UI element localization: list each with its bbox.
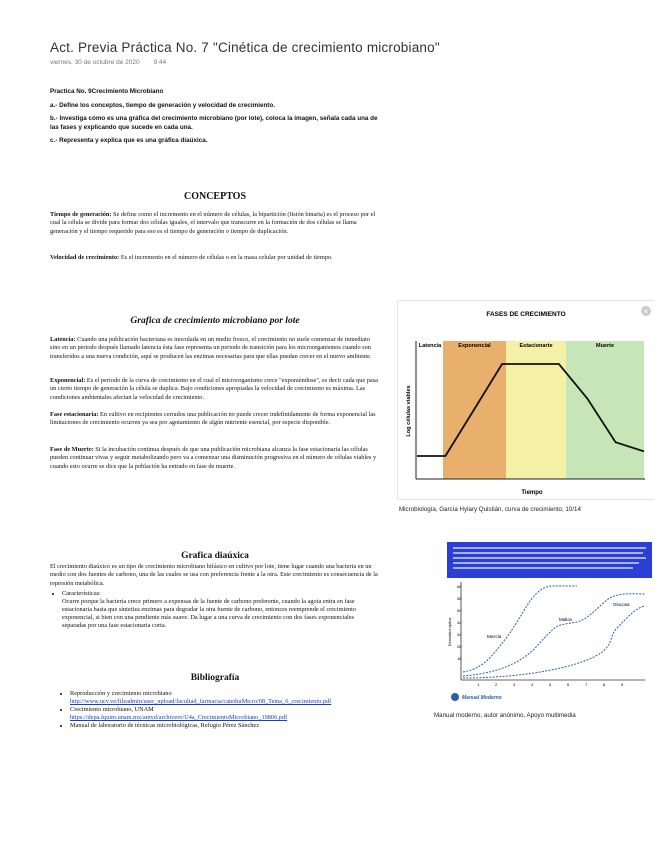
biblio-item [70,690,358,706]
fases-chart-svg [398,301,655,499]
latencia-paragraph [50,336,380,361]
svg-text:1: 1 [477,682,480,687]
conceptos-heading: CONCEPTOS [183,191,247,202]
diauxica-paragraph: El crecimiento diaúxico es un tipo de crecimiento microbiano bifásico en cultivo por lote, tiene lugar cuando una bacteria en un medio con dos fuentes de carbono, una de las cuales se usa con preferencia frente a la otra. Este crecimiento es consecuencia de la represión metabólica. [50,563,378,587]
instruction-b1: b.- Investiga cómo es una gráfica del crecimiento microbiano (por lote), coloca la imagen, señala cada una de [50,115,378,122]
biblio-item [70,722,358,730]
page-title: Act. Previa Práctica No. 7 "Cinética de crecimiento microbiano" [50,40,440,55]
fases-xlabel: Tiempo [521,490,543,496]
phase-label-latencia: Latencia [418,343,442,349]
svg-text:3: 3 [513,682,516,687]
muerte-text: Si la incubación continua después de que una publicación microbiana alcanza la fase estacionaria las células pueden continuar vivas y seguir metabolizando pero va a comenzar una disminución progresiva en el número de células viables y cuando esto ocurre se dice que la población ha entrado en fase de muerte. [50,446,377,470]
velocidad-label: Velocidad de crecimiento: [50,254,120,261]
svg-text:42: 42 [457,620,462,625]
phase-band-estacionaria [506,341,566,479]
svg-text:58: 58 [457,596,462,601]
estacionaria-paragraph [50,411,380,428]
diauxica-bullets [50,590,380,630]
manual-moderno-logo-icon [451,693,459,701]
biblio-item-text: Reproducción y crecimiento microbiano [70,690,172,697]
biblio-link[interactable]: https://depa.fquim.unam.mx/amyd/archivero/U4a_CrecimientoMicrobiano_19806.pdf [70,714,288,721]
phase-band-muerte [566,341,644,479]
latencia-text: Cuando una publicación bacteriana es inoculada en un medio fresco, el crecimiento no suele comenzar de inmediato sino en un periodo después llamado latencia ésta fase representa un periodo de transición para los microorganismos cuando son transferidos a una nueva condición, aquí se producen las enzimas necesarias para que ellas puedan crecer en el nuevo ambiente. [50,336,372,360]
series-curve-3 [463,606,645,678]
exp-text: Es el periodo de la curva de crecimiento en el cual el microorganismo crece "exponiéndose", es decir cada que pasa un cierto tiempo de generación la célula se duplica. Bajo condiciones apropiadas la velocidad de crecimiento es máxima. Las condiciones ambientales afectan la velocidad de crecimiento. [50,377,378,401]
instruction-a: a.- Define los conceptos, tiempo de generación y velocidad de crecimiento. [50,102,276,109]
latencia-label: Latencia: [50,336,76,343]
biblio-item [70,706,358,722]
fases-caption: Microbiología, García Hylary Quistián, curva de crecimiento, 10/14 [399,506,581,513]
svg-text:26: 26 [457,644,462,649]
est-text: En cultivo en recipientes cerrados una publicación no puede crecer indefinidamente de forma exponencial las limitaciones de crecimiento ocurren ya sea por agotamiento de algún nutriente esencial, por especie disponible. [50,411,376,427]
series-curve-1 [463,586,577,672]
svg-text:50: 50 [457,608,462,613]
bullet-caracteristicas [62,590,380,630]
phase-label-muerte: Muerte [595,343,615,349]
muerte-label: Fase de Muerte: [50,446,94,453]
label-maltos: Maltos [559,617,573,622]
label-glucosa: Glucosa [613,602,630,607]
tiempo-generacion-paragraph [50,211,380,236]
biblio-list [58,690,358,730]
fases-chart [397,300,655,500]
phase-label-estacionaria: Estacionarte [519,343,553,349]
est-label: Fase estacionaria: [50,411,99,418]
muerte-paragraph [50,446,380,471]
diauxica-heading: Grafica diaúxica [181,551,249,561]
exponencial-paragraph [50,377,380,402]
velocidad-text: Es el incremento en el número de células o en la masa celular por unidad de tiempo. [119,254,333,261]
page-date [50,59,178,66]
svg-text:7: 7 [585,682,588,687]
bullet-title: Características: [62,590,101,597]
exp-label: Exponencial: [50,377,86,384]
manual-moderno-logo: Manual Moderno [462,695,502,701]
svg-text:2: 2 [495,682,498,687]
tiempo-label: Tiempo de generación: [50,211,112,218]
tiempo-text: Se define como el incremento en el número de células, la bipartición (fisión binaria) es el proceso por el cual la célula se divide para formar dos células iguales, el intervalo que transcurre en la formación de dos células se llama generación y el tiempo requerido para eso es el tiempo de generación o tiempo de duplicación. [50,211,376,235]
svg-text:8: 8 [603,682,606,687]
label-mezcla: Mezcla [487,634,502,639]
lote-heading: Grafica de crecimiento microbiano por lote [130,316,300,326]
biblio-item-text: Manual de laboratorio de técnicas microbiológicas, Refugio Pérez Sánchez [70,722,260,729]
biblio-item-text: Crecimiento microbiano, UNAM [70,706,154,713]
close-icon-glyph: × [643,307,649,316]
fases-ylabel: Log células viables [406,385,412,437]
svg-text:34: 34 [457,632,462,637]
bullet-text: Ocurre porque la bacteria crece primero a expensas de la fuente de carbono preferente, cuando la agota entra en fase estacionaria hasta que sintetiza enzimas para degradar la otra fuente de carbono, entonces reemprende el crecimiento exponencial, si bien con una pendiente más suave. Da lugar a una curva de crecimiento con dos fases exponenciales separadas por una fase estacionaria corta. [62,598,357,629]
time-text: 9:44 [153,59,167,66]
instruction-b2: las fases y explicando que sucede en cada una. [50,124,193,131]
diauxic-svg [447,542,652,706]
phase-label-exponencial: Exponencial [458,343,491,349]
svg-text:18: 18 [457,656,462,661]
svg-text:9: 9 [621,682,624,687]
svg-text:5: 5 [549,682,552,687]
instruction-c: c.- Representa y explica que es una gráfica diaúxica. [50,137,208,144]
diauxic-ylabel: Densidad óptica [447,617,452,647]
practice-title: Practica No. 9Crecimiento Microbiano [50,88,164,95]
svg-text:6: 6 [567,682,570,687]
fases-chart-title: FASES DE CRECIMIENTO [486,311,566,318]
svg-text:4: 4 [531,682,534,687]
biblio-heading: Bibliografía [190,673,240,683]
diauxic-chart [447,542,652,706]
biblio-link[interactable]: http://www.ucv.ve/fileadmin/user_upload/facultad_farmacia/catedraMicro/08_Tema_6_crecimiento.pdf [70,698,332,705]
diauxic-caption: Manual moderno, autor anónimo, Apoyo multimedia [434,712,576,719]
phase-band-latencia [417,341,443,479]
svg-text:66: 66 [457,584,462,589]
date-text: viernes, 30 de octubre de 2020 [50,59,140,66]
velocidad-paragraph [50,254,380,262]
